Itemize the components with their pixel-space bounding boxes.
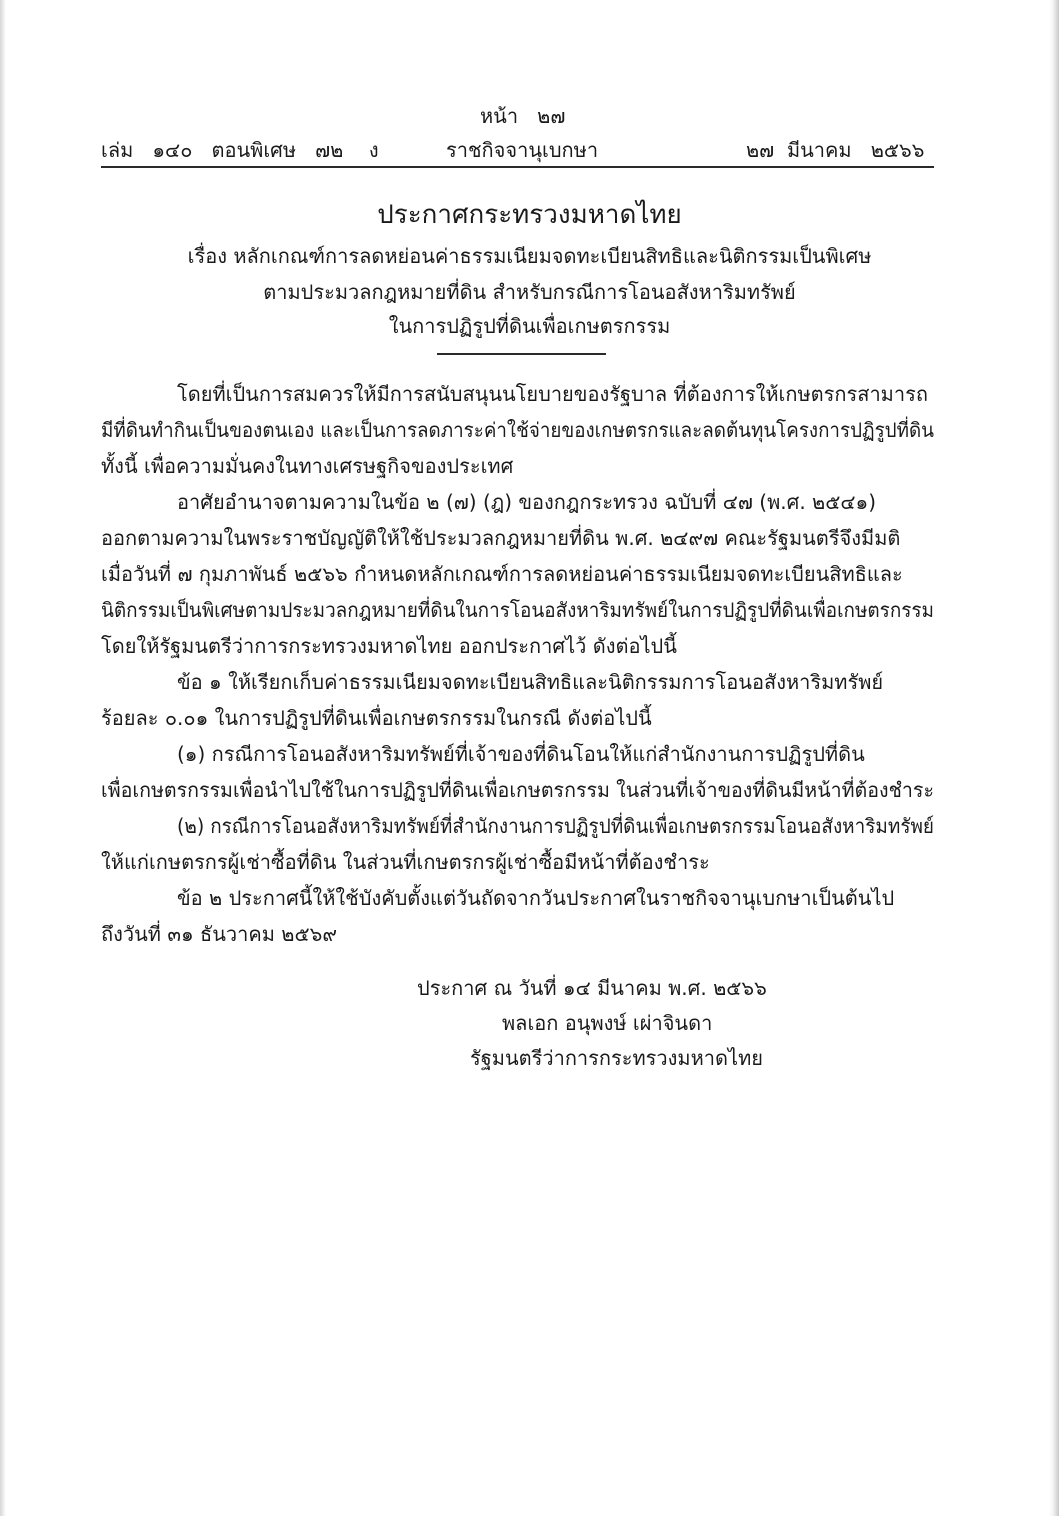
announcement-title: ประกาศกระทรวงมหาดไทย xyxy=(377,200,682,230)
body-line: ออกตามความในพระราชบัญญัติให้ใช้ประมวลกฎหมายที่ดิน พ.ศ. ๒๔๙๗ คณะรัฐมนตรีจึงมีมติ xyxy=(101,526,901,550)
page-label: หน้า xyxy=(480,104,519,128)
clause-2-line: ถึงวันที่ ๓๑ ธันวาคม ๒๕๖๙ xyxy=(101,922,337,946)
clause-1-line: ข้อ ๑ ให้เรียกเก็บค่าธรรมเนียมจดทะเบียนสิทธิและนิติกรรมการโอนอสังหาริมทรัพย์ xyxy=(177,670,884,694)
clause-1-item-1: (๑) กรณีการโอนอสังหาริมทรัพย์ที่เจ้าของที่ดินโอนให้แก่สำนักงานการปฏิรูปที่ดิน xyxy=(177,742,865,766)
body-line: เมื่อวันที่ ๗ กุมภาพันธ์ ๒๕๖๖ กำหนดหลักเกณฑ์การลดหย่อนค่าธรรมเนียมจดทะเบียนสิทธิและ xyxy=(101,562,903,586)
gazette-name: ราชกิจจานุเบกษา xyxy=(446,138,599,162)
section-label: ตอนพิเศษ xyxy=(211,138,297,162)
signatory-name: พลเอก อนุพงษ์ เผ่าจินดา xyxy=(502,1011,713,1035)
section-suffix: ง xyxy=(368,138,379,162)
clause-1-item-1: เพื่อเกษตรกรรมเพื่อนำไปใช้ในการปฏิรูปที่ดินเพื่อเกษตรกรรม ในส่วนที่เจ้าของที่ดินมีหน้าที่ต้องชำระ xyxy=(101,778,934,802)
body-line: นิติกรรมเป็นพิเศษตามประมวลกฎหมายที่ดินในการโอนอสังหาริมทรัพย์ในการปฏิรูปที่ดินเพื่อเกษตรกรรม xyxy=(101,598,934,622)
clause-2-line: ข้อ ๒ ประกาศนี้ให้ใช้บังคับตั้งแต่วันถัดจากวันประกาศในราชกิจจานุเบกษาเป็นต้นไป xyxy=(177,886,895,910)
gazette-volume-info xyxy=(101,138,379,162)
volume-number: ๑๔๐ xyxy=(152,138,193,162)
page-number-value: ๒๗ xyxy=(537,104,566,128)
announcement-date: ประกาศ ณ วันที่ ๑๔ มีนาคม พ.ศ. ๒๕๖๖ xyxy=(417,976,767,1000)
title-divider xyxy=(437,353,606,355)
body-line: โดยให้รัฐมนตรีว่าการกระทรวงมหาดไทย ออกประกาศไว้ ดังต่อไปนี้ xyxy=(101,634,677,658)
subject-line-2: ตามประมวลกฎหมายที่ดิน สำหรับกรณีการโอนอสังหาริมทรัพย์ xyxy=(263,280,796,304)
header-divider xyxy=(101,166,934,168)
announcement-body xyxy=(101,376,934,952)
signatory-position: รัฐมนตรีว่าการกระทรวงมหาดไทย xyxy=(470,1046,763,1070)
body-line: มีที่ดินทำกินเป็นของตนเอง และเป็นการลดภาระค่าใช้จ่ายของเกษตรกรและลดต้นทุนโครงการปฏิรูปที่ดิน xyxy=(101,418,934,442)
clause-1-item-2: (๒) กรณีการโอนอสังหาริมทรัพย์ที่สำนักงานการปฏิรูปที่ดินเพื่อเกษตรกรรมโอนอสังหาริมทรัพย์ xyxy=(177,814,934,838)
subject-line-3: ในการปฏิรูปที่ดินเพื่อเกษตรกรรม xyxy=(388,314,671,338)
body-line: อาศัยอำนาจตามความในข้อ ๒ (๗) (ฎ) ของกฎกระทรวง ฉบับที่ ๔๗ (พ.ศ. ๒๕๔๑) xyxy=(177,490,877,514)
date-day: ๒๗ xyxy=(746,138,775,162)
date-year: ๒๕๖๖ xyxy=(870,138,925,162)
clause-1-item-2: ให้แก่เกษตรกรผู้เช่าซื้อที่ดิน ในส่วนที่เกษตรกรผู้เช่าซื้อมีหน้าที่ต้องชำระ xyxy=(101,850,710,874)
gazette-date xyxy=(746,138,924,162)
subject-line-1: เรื่อง หลักเกณฑ์การลดหย่อนค่าธรรมเนียมจดทะเบียนสิทธิและนิติกรรมเป็นพิเศษ xyxy=(187,244,872,268)
page-number xyxy=(480,104,565,128)
section-number: ๗๒ xyxy=(315,138,344,162)
date-month: มีนาคม xyxy=(786,138,852,162)
volume-label: เล่ม xyxy=(101,138,134,162)
clause-1-line: ร้อยละ ๐.๐๑ ในการปฏิรูปที่ดินเพื่อเกษตรกรรมในกรณี ดังต่อไปนี้ xyxy=(101,706,652,730)
body-line: ทั้งนี้ เพื่อความมั่นคงในทางเศรษฐกิจของประเทศ xyxy=(101,454,514,478)
body-line: โดยที่เป็นการสมควรให้มีการสนับสนุนนโยบายของรัฐบาล ที่ต้องการให้เกษตรกรสามารถ xyxy=(177,382,928,406)
